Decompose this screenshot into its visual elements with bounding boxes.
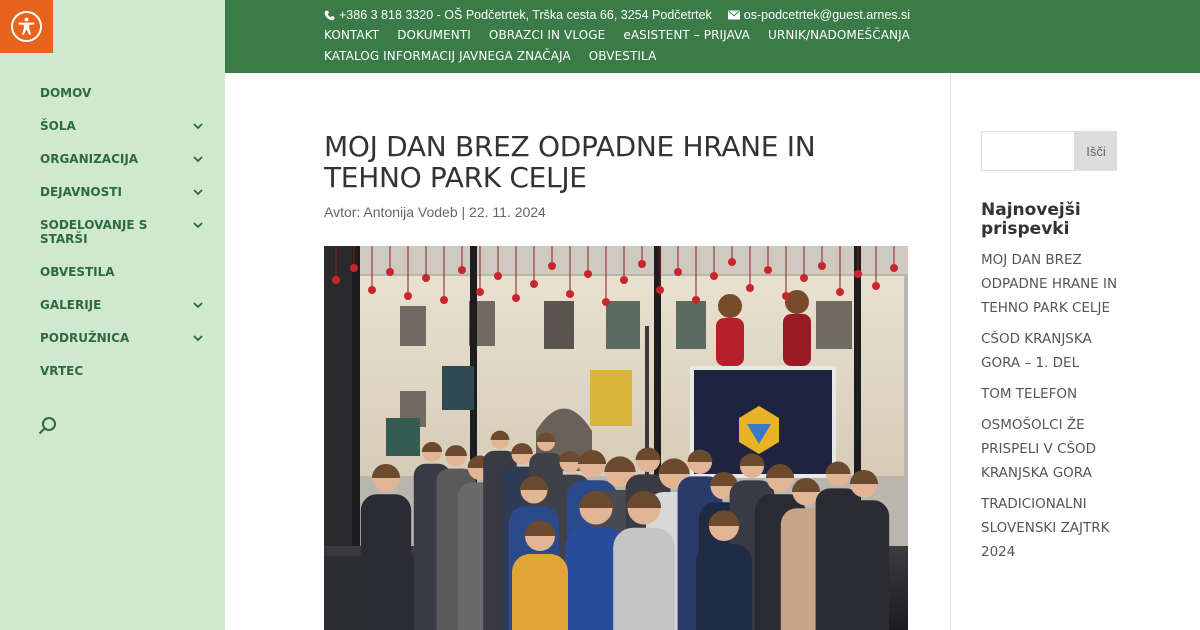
sidebar-item-label: SODELOVANJE S STARŠI [40,218,148,246]
top-nav-link[interactable]: OBRAZCI IN VLOGE [488,28,606,42]
top-nav-link[interactable]: eASISTENT – PRIJAVA [623,28,750,42]
post-featured-image[interactable] [324,246,908,630]
chevron-down-icon[interactable] [192,219,204,231]
recent-post-link[interactable]: CŠOD KRANJSKA GORA – 1. DEL [981,331,1092,371]
phone-text: +386 3 818 3320 - OŠ Podčetrtek, Trška cesta 66, 3254 Podčetrtek [339,8,712,22]
recent-post-link[interactable]: OSMOŠOLCI ŽE PRISPELI V CŠOD KRANJSKA GORA [981,417,1097,481]
sidebar-item-label: OBVESTILA [40,265,115,279]
top-nav-link[interactable]: KONTAKT [324,28,380,42]
phone-icon [324,10,335,21]
search-input[interactable] [981,131,1075,171]
chevron-down-icon[interactable] [192,186,204,198]
sidebar-item-label: PODRUŽNICA [40,331,130,345]
chevron-down-icon[interactable] [192,299,204,311]
top-nav-link[interactable]: OBVESTILA [588,49,657,63]
top-nav-link[interactable]: KATALOG INFORMACIJ JAVNEGA ZNAČAJA [324,49,571,63]
sidebar-item[interactable] [40,119,210,133]
sidebar-item[interactable] [40,152,210,166]
recent-post-link[interactable]: TRADICIONALNI SLOVENSKI ZAJTRK 2024 [981,496,1110,560]
sidebar-item-label: VRTEC [40,364,84,378]
sidebar-item[interactable] [40,185,210,199]
search-button[interactable]: Išči [1075,131,1117,171]
top-navigation [324,28,964,64]
email-text: os-podcetrtek@guest.arnes.si [743,8,911,22]
chevron-down-icon[interactable] [192,332,204,344]
mail-icon [728,10,740,20]
top-header [225,0,1200,73]
sidebar-item-label: ŠOLA [40,119,76,133]
sidebar-item-label: GALERIJE [40,298,102,312]
accessibility-button[interactable] [0,0,53,53]
main-content [225,73,950,630]
post-title: MOJ DAN BREZ ODPADNE HRANE IN TEHNO PARK CELJE [324,130,816,194]
post-meta: Avtor: Antonija Vodeb | 22. 11. 2024 [324,204,546,220]
email-contact[interactable] [728,8,910,22]
sidebar-item-label: ORGANIZACIJA [40,152,139,166]
sidebar-item-label: DOMOV [40,86,92,100]
content-divider [950,73,951,630]
recent-posts-title: Najnovejši prispevki [981,200,1081,239]
contact-info [324,8,910,22]
sidebar-item[interactable] [40,86,210,100]
recent-post-link[interactable]: MOJ DAN BREZ ODPADNE HRANE IN TEHNO PARK CELJE [981,252,1118,316]
sidebar-item[interactable] [40,265,210,279]
top-nav-link[interactable]: DOKUMENTI [397,28,471,42]
left-sidebar [0,0,225,630]
chevron-down-icon[interactable] [192,153,204,165]
accessibility-icon [11,11,42,42]
sidebar-item[interactable] [40,298,210,312]
sidebar-item[interactable] [40,364,210,378]
sidebar-item[interactable] [40,331,210,345]
top-nav-link[interactable]: URNIK/NADOMEŠČANJA [768,28,910,42]
sidebar-item[interactable] [40,218,210,246]
chevron-down-icon[interactable] [192,120,204,132]
sidebar-item-label: DEJAVNOSTI [40,185,122,199]
search-icon[interactable] [38,416,58,436]
recent-posts-list [981,248,1121,571]
recent-post-link[interactable]: TOM TELEFON [981,386,1078,402]
phone-contact [324,8,712,22]
